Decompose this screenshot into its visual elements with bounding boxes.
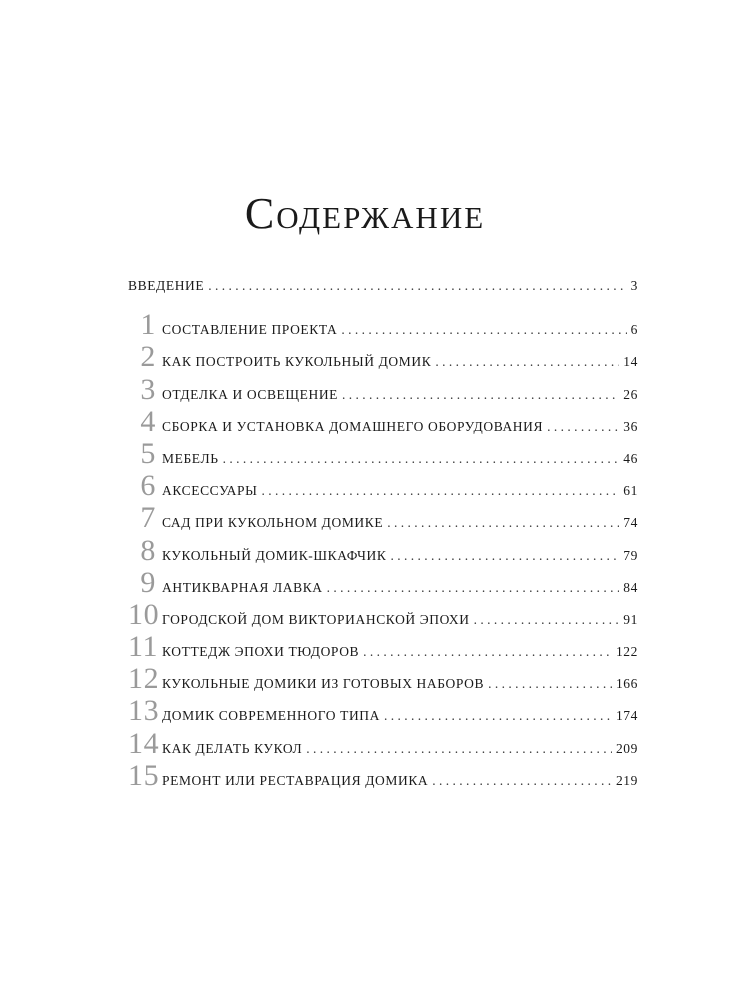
chapter-number: 9 (140, 565, 156, 599)
toc-entry-label: КУКОЛЬНЫЕ ДОМИКИ ИЗ ГОТОВЫХ НАБОРОВ (162, 676, 485, 692)
dot-leader (387, 515, 619, 531)
toc-entry-label: КОТТЕДЖ ЭПОХИ ТЮДОРОВ (162, 644, 360, 660)
chapter-number: 11 (128, 630, 159, 664)
dot-leader (488, 676, 612, 692)
chapter-number: 4 (140, 404, 156, 438)
toc-entry-chapter (128, 597, 638, 632)
chapter-number: 6 (140, 469, 156, 503)
chapter-number: 3 (140, 372, 156, 406)
dot-leader (547, 419, 619, 435)
dot-leader (341, 322, 626, 338)
toc-entry-chapter (128, 436, 638, 471)
chapter-number: 13 (128, 694, 160, 728)
toc-entry-page: 46 (623, 450, 638, 466)
toc-entry-chapter (128, 404, 638, 439)
toc-entry-chapter (128, 726, 638, 761)
toc-entry-page: 84 (623, 579, 638, 595)
dot-leader (390, 548, 619, 564)
dot-leader (384, 708, 612, 724)
chapter-number: 7 (140, 501, 156, 535)
toc-entry-label: АНТИКВАРНАЯ ЛАВКА (162, 579, 323, 595)
toc-entry-chapter (128, 503, 638, 535)
toc-entry-chapter (128, 632, 638, 664)
toc-entry-page: 219 (615, 772, 638, 788)
dot-leader (435, 354, 619, 370)
toc-entry-chapter (128, 372, 638, 407)
toc-entry-page: 122 (615, 644, 638, 660)
toc-entry-page: 61 (623, 483, 638, 499)
dot-leader (262, 483, 620, 499)
chapter-number: 10 (128, 597, 160, 631)
toc-entry-page: 166 (615, 676, 638, 692)
toc-entry-chapter (128, 758, 638, 793)
toc-entry-intro (128, 278, 638, 310)
toc-entry-label: КУКОЛЬНЫЙ ДОМИК-ШКАФЧИК (162, 547, 387, 563)
dot-leader (306, 741, 612, 757)
toc-entry-chapter (128, 533, 638, 568)
table-of-contents (128, 278, 638, 793)
toc-entry-label: КАК ДЕЛАТЬ КУКОЛ (162, 740, 303, 756)
chapter-number: 8 (140, 533, 156, 567)
dot-leader (342, 387, 619, 403)
toc-entry-label: САД ПРИ КУКОЛЬНОМ ДОМИКЕ (162, 515, 384, 531)
toc-entry-label: АКСЕССУАРЫ (162, 483, 258, 499)
toc-entry-page: 91 (623, 611, 638, 627)
toc-entry-label: СОСТАВЛЕНИЕ ПРОЕКТА (162, 322, 338, 338)
toc-entry-label: ДОМИК СОВРЕМЕННОГО ТИПА (162, 708, 380, 724)
toc-entry-chapter (128, 565, 638, 600)
toc-entry-label: ГОРОДСКОЙ ДОМ ВИКТОРИАНСКОЙ ЭПОХИ (162, 611, 470, 627)
chapter-number: 15 (128, 758, 160, 792)
chapter-number: 5 (140, 436, 156, 470)
dot-leader (327, 580, 620, 596)
toc-entry-label: РЕМОНТ ИЛИ РЕСТАВРАЦИЯ ДОМИКА (162, 772, 429, 788)
dot-leader (474, 612, 620, 628)
toc-entry-label: СБОРКА И УСТАНОВКА ДОМАШНЕГО ОБОРУДОВАНИЯ (162, 418, 544, 434)
dot-leader (432, 773, 612, 789)
page-title: Содержание (244, 189, 486, 238)
toc-entry-label: ВВЕДЕНИЕ (128, 278, 205, 293)
toc-entry-page: 36 (623, 418, 638, 434)
toc-entry-page: 3 (630, 278, 638, 293)
toc-entry-chapter (128, 342, 638, 374)
toc-entry-page: 79 (623, 547, 638, 563)
chapter-number: 12 (128, 662, 160, 696)
toc-entry-page: 74 (623, 515, 638, 531)
toc-entry-page: 26 (623, 386, 638, 402)
toc-entry-chapter (128, 310, 638, 342)
toc-entry-chapter (128, 664, 638, 696)
chapter-number: 2 (140, 340, 156, 374)
dot-leader (363, 644, 612, 660)
toc-entry-page: 209 (615, 740, 638, 756)
chapter-number: 14 (128, 726, 160, 760)
toc-entry-page: 174 (615, 708, 638, 724)
toc-entry-page: 14 (623, 354, 638, 370)
toc-entry-label: ОТДЕЛКА И ОСВЕЩЕНИЕ (162, 386, 339, 402)
toc-entry-label: КАК ПОСТРОИТЬ КУКОЛЬНЫЙ ДОМИК (162, 354, 432, 370)
dot-leader (208, 278, 626, 294)
dot-leader (223, 451, 620, 467)
chapter-number: 1 (140, 308, 156, 342)
toc-entry-page: 6 (630, 322, 638, 338)
toc-entry-chapter (128, 696, 638, 728)
toc-entry-label: МЕБЕЛЬ (162, 450, 219, 466)
toc-entry-chapter (128, 471, 638, 503)
